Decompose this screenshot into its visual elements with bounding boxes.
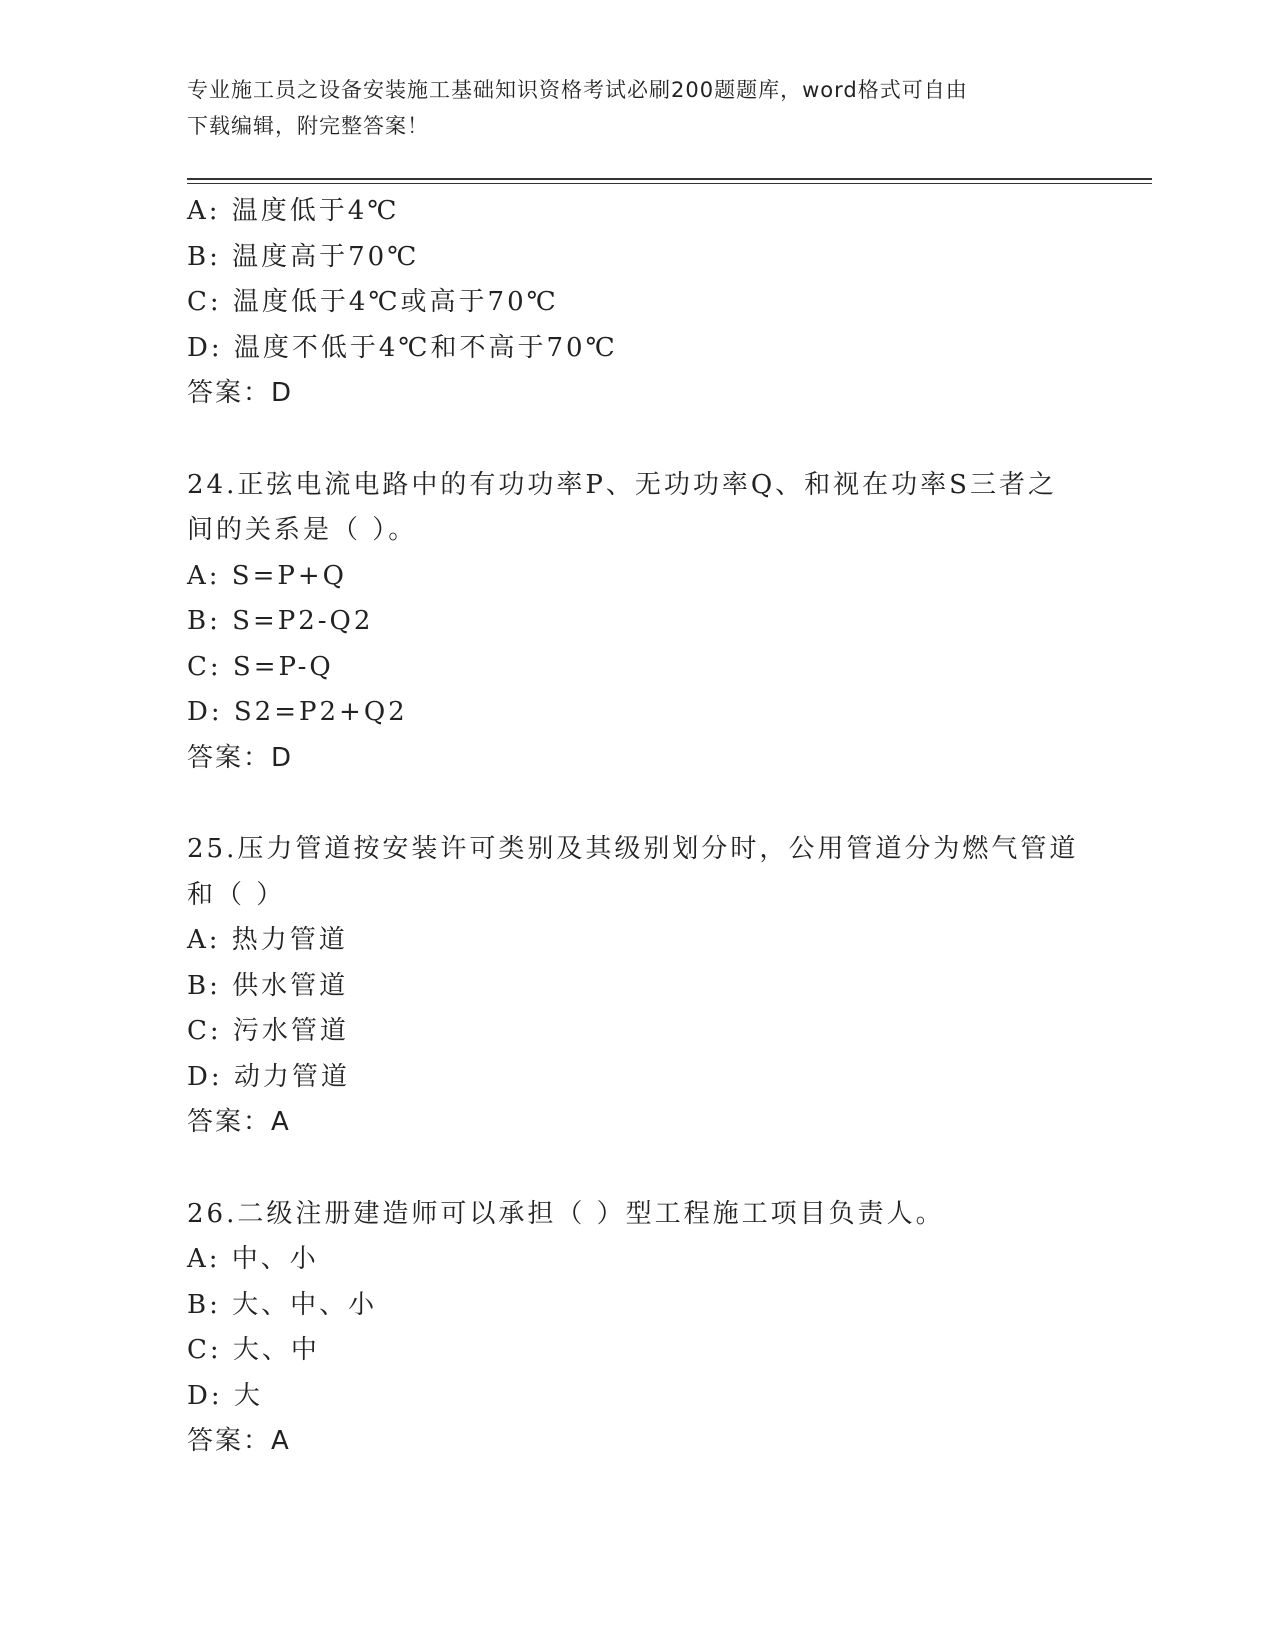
option-b: B: 大、中、小	[187, 1289, 378, 1320]
option-a: A: 中、小	[187, 1244, 319, 1274]
option-d: D: S2=P2+Q2	[187, 697, 408, 727]
option-c: C: 温度低于4℃或高于70℃	[187, 287, 559, 317]
question-stem-line-1: 26.二级注册建造师可以承担（ ）型工程施工项目负责人。	[187, 1198, 945, 1229]
option-b: B: 温度高于70℃	[187, 241, 420, 272]
question-stem-line-2: 间的关系是（ ）。	[187, 515, 418, 545]
spacer	[187, 1146, 1087, 1192]
question-24	[187, 463, 1087, 782]
option-a: A: 温度低于4℃	[187, 196, 400, 226]
spacer	[187, 781, 1087, 827]
document-header	[187, 72, 1087, 144]
answer-line: 答案：D	[187, 742, 294, 773]
spacer	[187, 417, 1087, 463]
header-line-2: 下载编辑，附完整答案！	[187, 114, 429, 138]
option-a: A: 热力管道	[187, 925, 348, 955]
header-divider-thin	[187, 183, 1152, 184]
option-d: D: 大	[187, 1380, 263, 1411]
question-25	[187, 827, 1087, 1146]
option-c: C: S=P-Q	[187, 651, 334, 682]
option-a: A: S=P+Q	[187, 560, 347, 591]
option-c: C: 大、中	[187, 1335, 320, 1365]
header-line-1: 专业施工员之设备安装施工基础知识资格考试必刷200题题库，word格式可自由	[187, 78, 968, 102]
question-stem-line-1: 25.压力管道按安装许可类别及其级别划分时，公用管道分为燃气管道	[187, 834, 1079, 864]
header-divider	[187, 178, 1152, 180]
question-26	[187, 1192, 1087, 1465]
answer-line: 答案：A	[187, 1107, 291, 1137]
option-d: D: 动力管道	[187, 1061, 350, 1092]
option-b: B: S=P2-Q2	[187, 606, 374, 636]
question-23	[187, 189, 1087, 417]
answer-line: 答案：A	[187, 1426, 291, 1456]
option-c: C: 污水管道	[187, 1016, 349, 1046]
answer-line: 答案：D	[187, 378, 294, 408]
question-list	[187, 189, 1087, 1465]
option-d: D: 温度不低于4℃和不高于70℃	[187, 332, 618, 363]
question-stem-line-2: 和（ ）	[187, 879, 286, 910]
question-stem-line-1: 24.正弦电流电路中的有功功率P、无功功率Q、和视在功率S三者之	[187, 469, 1057, 500]
option-b: B: 供水管道	[187, 970, 349, 1001]
